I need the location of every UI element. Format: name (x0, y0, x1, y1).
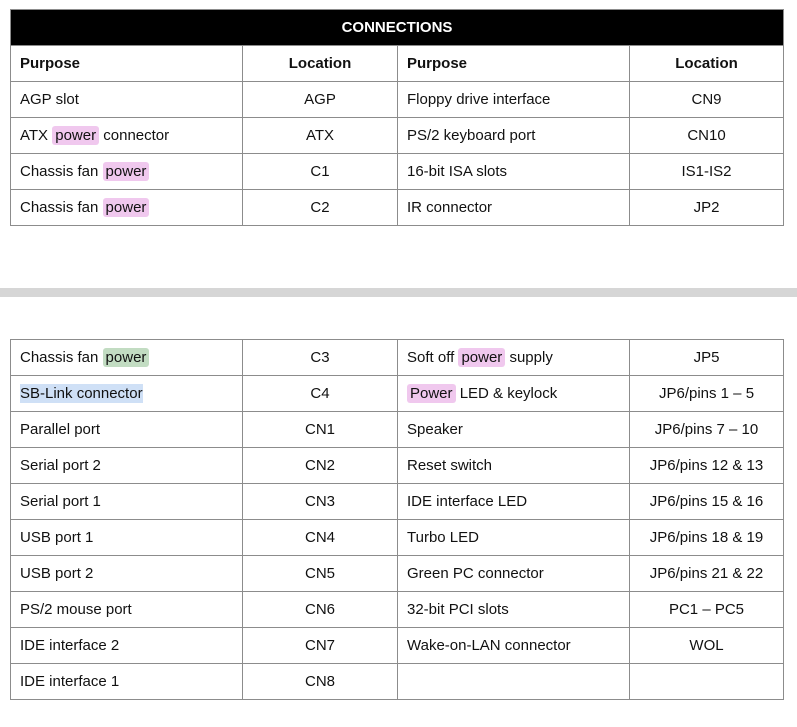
location-cell: CN1 (243, 412, 398, 448)
purpose-text: AGP slot (20, 91, 79, 108)
highlighted-term: SB-Link connector (20, 385, 143, 402)
location-header: Location (630, 46, 784, 82)
table-row (11, 118, 784, 154)
table-row (11, 628, 784, 664)
location-cell: C1 (243, 154, 398, 190)
table-row (11, 556, 784, 592)
purpose-cell (398, 592, 630, 628)
purpose-text: PS/2 mouse port (20, 601, 132, 618)
purpose-cell (11, 190, 243, 226)
purpose-cell (11, 628, 243, 664)
table-row (11, 484, 784, 520)
table-row (11, 376, 784, 412)
table-row (11, 340, 784, 376)
location-cell: IS1-IS2 (630, 154, 784, 190)
purpose-cell (398, 376, 630, 412)
location-cell: JP5 (630, 340, 784, 376)
purpose-text: LED & keylock (455, 385, 558, 402)
purpose-text: Speaker (407, 421, 463, 438)
purpose-header: Purpose (11, 46, 243, 82)
location-cell: JP6/pins 1 – 5 (630, 376, 784, 412)
purpose-text: USB port 1 (20, 529, 94, 546)
location-cell: PC1 – PC5 (630, 592, 784, 628)
purpose-cell (11, 412, 243, 448)
table-title: CONNECTIONS (11, 10, 784, 46)
highlighted-term: power (103, 198, 150, 217)
purpose-text: Wake-on-LAN connector (407, 637, 571, 654)
table-row (11, 154, 784, 190)
purpose-cell (11, 556, 243, 592)
purpose-cell (398, 412, 630, 448)
location-cell (630, 664, 784, 700)
purpose-cell (398, 340, 630, 376)
purpose-text: IDE interface 1 (20, 673, 120, 690)
purpose-text: 32-bit PCI slots (407, 601, 509, 618)
table-bottom-body (11, 340, 784, 700)
table-top-body (11, 82, 784, 226)
highlighted-term: power (103, 348, 150, 367)
location-cell: CN3 (243, 484, 398, 520)
purpose-text: Reset switch (407, 457, 493, 474)
purpose-text: IDE interface 2 (20, 637, 120, 654)
location-cell: CN6 (243, 592, 398, 628)
purpose-cell (11, 154, 243, 190)
purpose-text: Green PC connector (407, 565, 544, 582)
table-row (11, 448, 784, 484)
purpose-text: Floppy drive interface (407, 91, 551, 108)
table-row (11, 664, 784, 700)
location-cell: CN8 (243, 664, 398, 700)
location-cell: CN5 (243, 556, 398, 592)
purpose-cell (11, 376, 243, 412)
purpose-header: Purpose (398, 46, 630, 82)
purpose-cell (398, 664, 630, 700)
highlighted-term: power (103, 162, 150, 181)
table-row (11, 82, 784, 118)
purpose-text: Parallel port (20, 421, 101, 438)
location-cell: WOL (630, 628, 784, 664)
location-cell: JP6/pins 18 & 19 (630, 520, 784, 556)
purpose-text: supply (505, 349, 553, 366)
purpose-cell (398, 484, 630, 520)
location-cell: CN9 (630, 82, 784, 118)
purpose-cell (11, 520, 243, 556)
location-cell: JP6/pins 21 & 22 (630, 556, 784, 592)
purpose-text: connector (99, 127, 170, 144)
location-cell: C4 (243, 376, 398, 412)
purpose-text: Serial port 2 (20, 457, 101, 474)
location-cell: JP6/pins 7 – 10 (630, 412, 784, 448)
location-cell: CN2 (243, 448, 398, 484)
location-cell: C2 (243, 190, 398, 226)
table-row (11, 520, 784, 556)
table-row (11, 190, 784, 226)
table-row (11, 412, 784, 448)
location-cell: CN10 (630, 118, 784, 154)
location-cell: C3 (243, 340, 398, 376)
purpose-cell (398, 190, 630, 226)
location-cell: CN4 (243, 520, 398, 556)
location-header: Location (243, 46, 398, 82)
purpose-cell (11, 664, 243, 700)
purpose-text: USB port 2 (20, 565, 94, 582)
location-cell: ATX (243, 118, 398, 154)
purpose-text: Soft off (407, 349, 459, 366)
purpose-text: Serial port 1 (20, 493, 101, 510)
purpose-cell (398, 82, 630, 118)
connections-table-top (10, 9, 784, 226)
section-divider (0, 288, 797, 297)
purpose-text: Chassis fan (20, 349, 103, 366)
location-cell: JP6/pins 15 & 16 (630, 484, 784, 520)
location-cell: JP6/pins 12 & 13 (630, 448, 784, 484)
purpose-cell (11, 340, 243, 376)
connections-table-bottom (10, 339, 784, 700)
highlighted-term: power (458, 348, 505, 367)
purpose-cell (398, 154, 630, 190)
purpose-cell (398, 556, 630, 592)
purpose-cell (11, 448, 243, 484)
highlighted-term: power (52, 126, 99, 145)
location-cell: JP2 (630, 190, 784, 226)
purpose-cell (398, 448, 630, 484)
purpose-text: ATX (20, 127, 53, 144)
purpose-text: Turbo LED (407, 529, 479, 546)
purpose-cell (11, 592, 243, 628)
purpose-cell (398, 628, 630, 664)
purpose-text: 16-bit ISA slots (407, 163, 508, 180)
location-cell: CN7 (243, 628, 398, 664)
purpose-cell (11, 484, 243, 520)
purpose-cell (11, 82, 243, 118)
purpose-text: PS/2 keyboard port (407, 127, 536, 144)
purpose-text: IDE interface LED (407, 493, 528, 510)
highlighted-term: Power (407, 384, 456, 403)
location-cell: AGP (243, 82, 398, 118)
table-header-row (11, 46, 784, 82)
purpose-text: IR connector (407, 199, 493, 216)
purpose-cell (398, 520, 630, 556)
table-row (11, 592, 784, 628)
table-title-row (11, 10, 784, 46)
purpose-cell (11, 118, 243, 154)
purpose-text: Chassis fan (20, 199, 103, 216)
purpose-text: Chassis fan (20, 163, 103, 180)
purpose-cell (398, 118, 630, 154)
